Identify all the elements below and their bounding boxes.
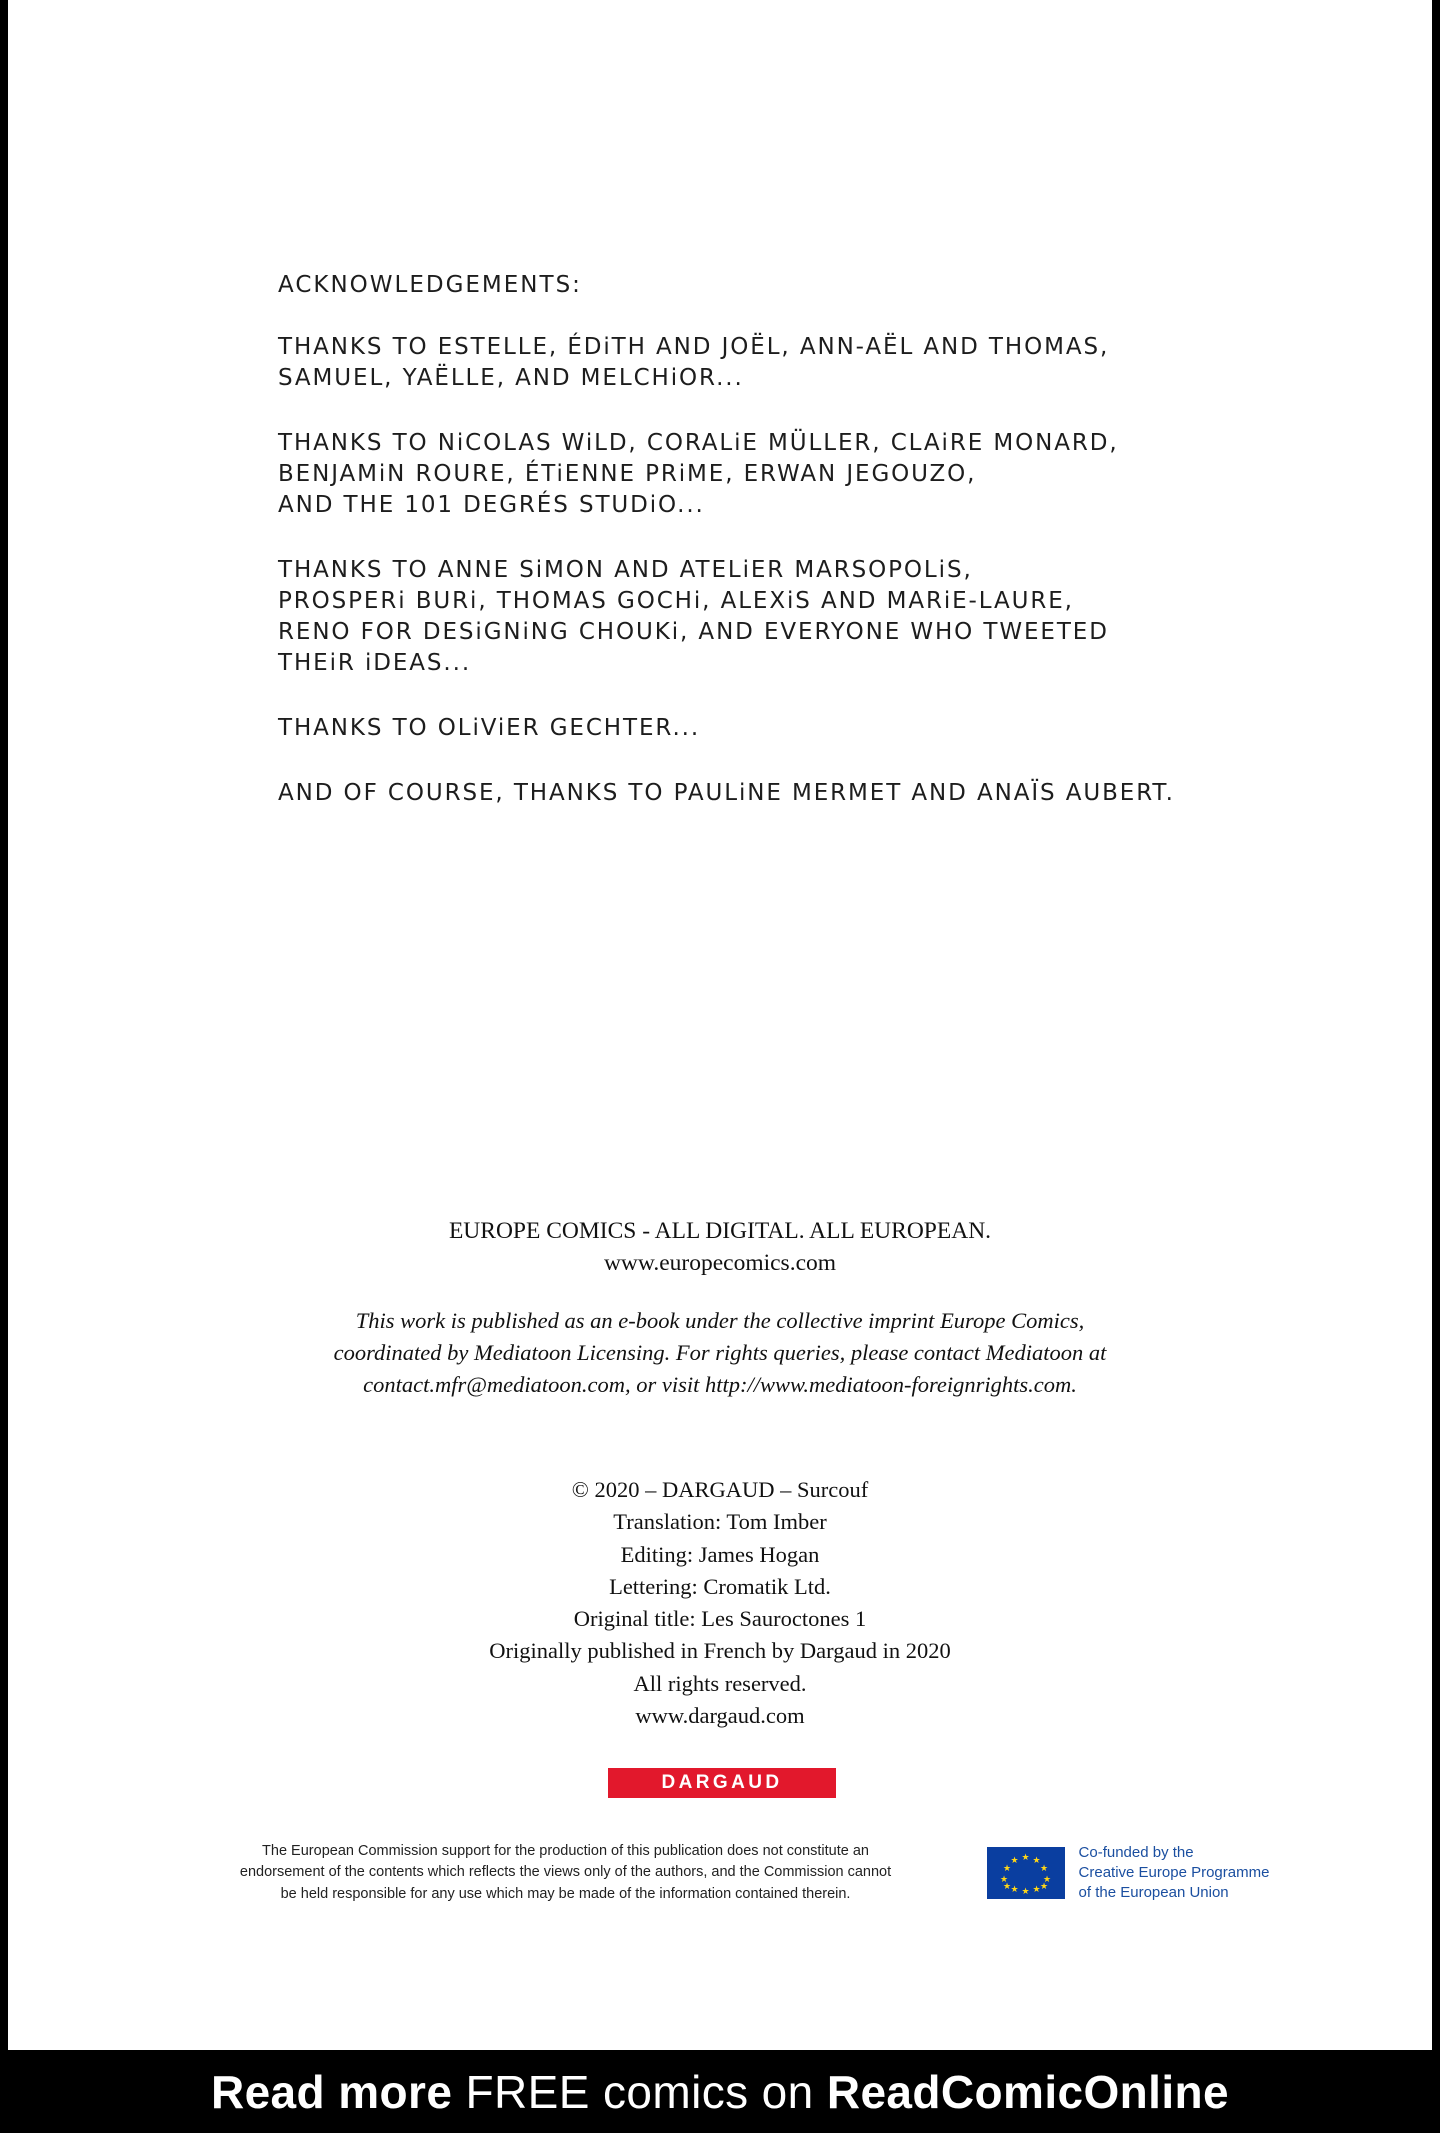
page-right-edge bbox=[1432, 0, 1440, 2050]
acknowledgements-paragraph bbox=[278, 778, 1298, 809]
eu-badge-caption bbox=[1079, 1843, 1270, 1903]
acknowledgements-section bbox=[278, 272, 1298, 809]
eu-badge bbox=[987, 1843, 1270, 1903]
acknowledgements-line: THANKS TO ANNE SiMON AND ATELiER MARSOPOLiS, bbox=[278, 557, 973, 583]
eu-disclaimer bbox=[171, 1841, 961, 1906]
acknowledgements-line: THEiR iDEAS... bbox=[278, 650, 472, 676]
acknowledgements-line: SAMUEL, YAËLLE, AND MELCHiOR... bbox=[278, 365, 744, 391]
eu-disclaimer-line: The European Commission support for the production of this publication does not constitute an bbox=[262, 1842, 869, 1859]
credits-line: Lettering: Cromatik Ltd. bbox=[609, 1573, 831, 1599]
acknowledgements-paragraph bbox=[278, 332, 1298, 394]
credits-line: Original title: Les Sauroctones 1 bbox=[573, 1606, 867, 1632]
acknowledgements-line: AND OF COURSE, THANKS TO PAULiNE MERMET AND ANAÏS AUBERT. bbox=[278, 780, 1175, 806]
eu-disclaimer-line: be held responsible for any use which may be made of the information contained therein. bbox=[280, 1885, 851, 1902]
credits-line: Originally published in French by Dargaud in 2020 bbox=[489, 1638, 951, 1664]
credits-line: © 2020 – DARGAUD – Surcouf bbox=[571, 1477, 869, 1502]
europe-comics-tagline: EUROPE COMICS - ALL DIGITAL. ALL EUROPEAN. bbox=[448, 1218, 992, 1244]
eu-disclaimer-line: endorsement of the contents which reflects the views only of the authors, and the Commission cannot bbox=[239, 1864, 892, 1881]
europe-comics-note bbox=[0, 1305, 1440, 1401]
eu-badge-caption-line: Creative Europe Programme bbox=[1078, 1864, 1270, 1881]
banner-tail: comics on bbox=[602, 2065, 827, 2118]
acknowledgements-line: BENJAMiN ROURE, ÉTiENNE PRiME, ERWAN JEGOUZO, bbox=[278, 461, 977, 487]
banner-site: ReadComicOnline bbox=[826, 2065, 1230, 2118]
european-union-flag-icon: ★ ★ ★ ★ ★ ★ ★ ★ ★ ★ ★ ★ bbox=[987, 1847, 1065, 1899]
acknowledgements-line: THANKS TO OLiViER GECHTER... bbox=[278, 715, 701, 741]
acknowledgements-line: THANKS TO ESTELLE, ÉDiTH AND JOËL, ANN-AËL AND THOMAS, bbox=[278, 334, 1110, 360]
banner-mid: FREE bbox=[452, 2065, 603, 2118]
banner-lead: Read more bbox=[210, 2065, 453, 2118]
acknowledgements-paragraph bbox=[278, 555, 1298, 679]
europe-comics-note-line: This work is published as an e-book under the collective imprint Europe Comics, bbox=[355, 1308, 1085, 1333]
dargaud-logo-label: DARGAUD bbox=[661, 1772, 783, 1793]
page-left-edge bbox=[0, 0, 8, 2050]
credits-line: Editing: James Hogan bbox=[620, 1541, 820, 1567]
acknowledgements-line: THANKS TO NiCOLAS WiLD, CORALiE MÜLLER, CLAiRE MONARD, bbox=[278, 430, 1119, 456]
acknowledgements-paragraph bbox=[278, 713, 1298, 744]
acknowledgements-title: ACKNOWLEDGEMENTS: bbox=[278, 272, 582, 298]
acknowledgements-line: AND THE 101 DEGRÉS STUDiO... bbox=[278, 492, 705, 518]
acknowledgements-line: PROSPERi BURi, THOMAS GOCHi, ALEXiS AND MARiE-LAURE, bbox=[278, 588, 1074, 614]
credits-line: Translation: Tom Imber bbox=[613, 1509, 827, 1535]
europe-comics-note-line: coordinated by Mediatoon Licensing. For rights queries, please contact Mediatoon at bbox=[333, 1340, 1107, 1365]
eu-badge-caption-line: of the European Union bbox=[1078, 1884, 1229, 1901]
europe-comics-website[interactable]: www.europecomics.com bbox=[603, 1250, 837, 1276]
acknowledgements-line: RENO FOR DESiGNiNG CHOUKi, AND EVERYONE WHO TWEETED bbox=[278, 619, 1109, 645]
europe-comics-note-line: contact.mfr@mediatoon.com, or visit http://www.mediatoon-foreignrights.com. bbox=[363, 1372, 1077, 1397]
credits-section bbox=[0, 1474, 1440, 1732]
read-more-banner-text bbox=[211, 2065, 1229, 2119]
credits-line: All rights reserved. bbox=[633, 1670, 807, 1696]
dargaud-logo bbox=[608, 1768, 836, 1798]
eu-badge-caption-line: Co-funded by the bbox=[1078, 1844, 1194, 1861]
europe-comics-section bbox=[0, 1215, 1440, 1401]
read-more-banner[interactable] bbox=[0, 2050, 1440, 2133]
acknowledgements-paragraph bbox=[278, 428, 1298, 521]
eu-notice-section bbox=[120, 1828, 1320, 1918]
credits-line[interactable]: www.dargaud.com bbox=[635, 1703, 805, 1729]
